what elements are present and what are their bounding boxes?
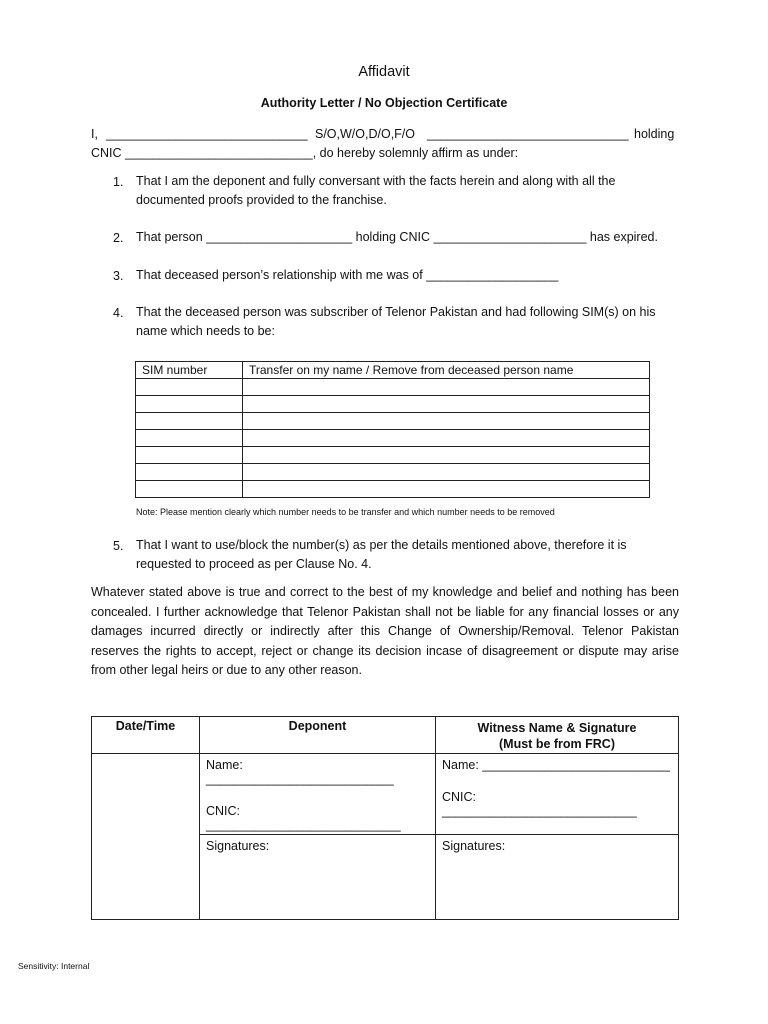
- signature-header-row: [92, 717, 679, 754]
- date-time-header: Date/Time: [92, 717, 200, 754]
- sim-action-cell[interactable]: [243, 430, 650, 447]
- item-1-text: That I am the deponent and fully conversant with the facts herein and along with all the documented proofs provided to the franchise.: [136, 174, 616, 207]
- table-row[interactable]: [136, 379, 650, 396]
- sim-number-cell[interactable]: [136, 396, 243, 413]
- intro-relation-blank: _____________________________: [427, 127, 629, 141]
- sim-table-header-row: [136, 362, 650, 379]
- closing-paragraph: Whatever stated above is true and correct to the best of my knowledge and belief and nothing has been concealed. I further acknowledge that Telenor Pakistan shall not be liable for any financial losses or any damages incurred directly or indirectly after this Change of Ownership/Removal. Telenor Pakistan reserves the rights to accept, reject or change its decision incase of disagreement or dispute may arise from other legal heirs or due to any other reason.: [91, 585, 679, 677]
- sim-action-cell[interactable]: [243, 464, 650, 481]
- sim-action-cell[interactable]: [243, 413, 650, 430]
- intro-name-blank: _____________________________: [106, 127, 308, 141]
- table-row[interactable]: [136, 447, 650, 464]
- table-row[interactable]: [136, 481, 650, 498]
- intro-cnic-line: CNIC ___________________________, do hereby solemnly affirm as under:: [91, 146, 519, 160]
- item-3-text: That deceased person’s relationship with me was of ___________________: [136, 268, 559, 282]
- item-1-number: 1.: [113, 175, 124, 189]
- item-4-text: That the deceased person was subscriber of Telenor Pakistan and had following SIM(s) on his name which needs to be:: [136, 305, 656, 338]
- item-5-text: That I want to use/block the number(s) as per the details mentioned above, therefore it is requested to proceed as per Clause No. 4.: [136, 538, 627, 571]
- deponent-details-cell[interactable]: [200, 754, 436, 835]
- deponent-name-field[interactable]: Name: ___________________________: [206, 758, 394, 786]
- deponent-cnic-field[interactable]: CNIC: ____________________________: [206, 804, 401, 832]
- intro-relation: S/O,W/O,D/O,F/O: [315, 127, 415, 141]
- sim-number-cell[interactable]: [136, 447, 243, 464]
- sim-action-cell[interactable]: [243, 396, 650, 413]
- deponent-signature-label: Signatures:: [206, 839, 270, 853]
- sim-action-header: Transfer on my name / Remove from deceased person name: [243, 362, 650, 379]
- witness-details-cell[interactable]: [436, 754, 679, 835]
- sim-table-note: Note: Please mention clearly which number needs to be transfer and which number needs to be removed: [136, 507, 555, 517]
- sim-action-cell[interactable]: [243, 447, 650, 464]
- item-2-text: That person _____________________ holding CNIC ______________________ has expired.: [136, 230, 658, 244]
- sim-number-cell[interactable]: [136, 413, 243, 430]
- sim-number-cell[interactable]: [136, 481, 243, 498]
- deponent-header: Deponent: [200, 717, 436, 754]
- date-time-cell[interactable]: [92, 754, 200, 920]
- signature-table: [91, 716, 679, 920]
- sim-number-header: SIM number: [136, 362, 243, 379]
- table-row[interactable]: [136, 413, 650, 430]
- sim-number-cell[interactable]: [136, 379, 243, 396]
- sim-action-cell[interactable]: [243, 481, 650, 498]
- sensitivity-label: Sensitivity: Internal: [18, 961, 90, 971]
- signature-details-row: [92, 754, 679, 835]
- document-subtitle: Authority Letter / No Objection Certificate: [260, 96, 508, 110]
- sim-table: [135, 361, 650, 498]
- witness-header-title: Witness Name & Signature: [477, 721, 637, 735]
- table-row[interactable]: [136, 430, 650, 447]
- witness-cnic-field[interactable]: CNIC: ____________________________: [442, 790, 637, 818]
- item-2-number: 2.: [113, 231, 124, 245]
- table-row[interactable]: [136, 396, 650, 413]
- deponent-signature-cell[interactable]: [200, 835, 436, 920]
- witness-header-note: (Must be from FRC): [499, 737, 615, 751]
- witness-signature-label: Signatures:: [442, 839, 506, 853]
- intro-holding: holding: [634, 127, 675, 141]
- item-4-number: 4.: [113, 306, 124, 320]
- witness-signature-cell[interactable]: [436, 835, 679, 920]
- table-row[interactable]: [136, 464, 650, 481]
- item-5-number: 5.: [113, 539, 124, 553]
- sim-number-cell[interactable]: [136, 464, 243, 481]
- item-3-number: 3.: [113, 269, 124, 283]
- intro-i: I,: [91, 127, 98, 141]
- witness-name-field[interactable]: Name: ___________________________: [442, 758, 670, 772]
- witness-header: [436, 717, 679, 754]
- document-title: Affidavit: [358, 64, 410, 80]
- sim-action-cell[interactable]: [243, 379, 650, 396]
- sim-number-cell[interactable]: [136, 430, 243, 447]
